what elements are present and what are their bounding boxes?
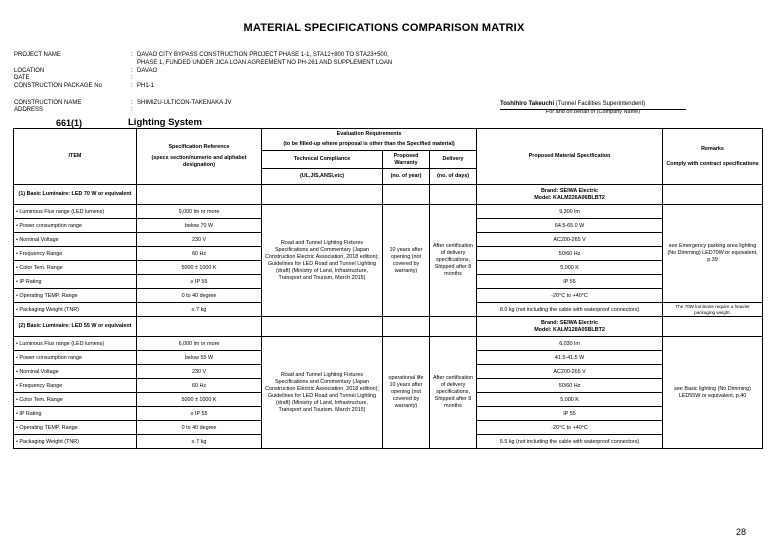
spec-cell: ≤ 7 kg: [137, 303, 262, 317]
proposed-cell: 41.5-41.5 W: [477, 351, 663, 365]
document-title: MATERIAL SPECIFICATIONS COMPARISON MATRIX: [243, 22, 525, 34]
empty-cell: [430, 317, 477, 337]
proposed-cell: AC200-265 V: [477, 233, 663, 247]
proposed-cell: 5,000 K: [477, 393, 663, 407]
proposed-cell: 6,030 lm: [477, 337, 663, 351]
empty-cell: [663, 317, 763, 337]
spec-cell: below 70 W: [137, 219, 262, 233]
proposed-cell: -20°C to +40°C: [477, 421, 663, 435]
signatory: [500, 101, 645, 107]
proposed-cell: 5,000 K: [477, 261, 663, 275]
spec-cell: 0 to 40 degree: [137, 421, 262, 435]
spec-cell: 0 to 40 degree: [137, 289, 262, 303]
header-remarks: [663, 129, 763, 185]
model: Model: KALM128A05BLBT2: [534, 326, 605, 333]
header-eval: [262, 129, 477, 151]
header-remarks-sub: Comply with contract specifications: [666, 160, 759, 167]
project-name-value-1: DAVAO CITY BYPASS CONSTRUCTION PROJECT PHASE 1-1, STA12+800 TO STA23+500,: [137, 52, 389, 58]
tech-compliance-cell: Road and Tunnel Lighting Fixtures Specifications and Commentary (Japan Construction Electric Association, 2018 edition); Guidelines for LED Road and Tunnel Lighting (draft) (Ministry of Land, Infrastructure, Transport and Tourism, March 2015): [262, 337, 383, 449]
project-name-value-2: PHASE 1, FUNDED UNDER JICA LOAN AGREEMENT NO PH-261 AND SUPPLEMENT LOAN: [137, 60, 393, 66]
group-header-row: [14, 317, 763, 337]
colon: :: [131, 83, 133, 89]
page-number: 28: [735, 527, 746, 537]
package-value: PH1-1: [137, 83, 155, 89]
spec-cell: ≤ 7 kg: [137, 435, 262, 449]
remarks-cell: see Basic lighting (No Dimming) LED55W or equivalent, p.40: [663, 337, 763, 449]
item-cell: • IP Rating: [14, 407, 137, 421]
proposed-cell: 5.5 kg (not including the cable with waterproof connectors): [477, 435, 663, 449]
proposed-cell: -20°C to +40°C: [477, 289, 663, 303]
item-cell: • Frequency Range: [14, 379, 137, 393]
header-spec-ref-title: Specification Reference: [168, 144, 230, 150]
item-cell: • Color Tem. Range: [14, 261, 137, 275]
delivery-cell: After certification of delivery specifications, Shipped after 8 months: [430, 337, 477, 449]
group-header-row: [14, 185, 763, 205]
section-name: Lighting System: [128, 117, 202, 128]
group-title: (1) Basic Luminaire: LED 70 W or equivalent: [14, 185, 137, 205]
remarks-cell: see Emergency parking area lighting (No Dimming) LED70W or equivalent, p.39: [663, 205, 763, 303]
item-cell: • Luminous Flux range (LED lumens): [14, 205, 137, 219]
project-name-label: PROJECT NAME: [14, 52, 61, 58]
header-tech: Technical Compliance: [262, 151, 383, 169]
header-eval-title: Evaluation Requirements: [336, 131, 402, 137]
header-delivery-sub: (no. of days): [430, 169, 477, 185]
spec-cell: below 55 W: [137, 351, 262, 365]
spec-cell: ≥ IP 55: [137, 407, 262, 421]
empty-cell: [383, 317, 430, 337]
header-delivery: Delivery: [430, 151, 477, 169]
item-cell: • Power consumption range: [14, 351, 137, 365]
on-behalf-text: For and on behalf of (Company Name): [545, 109, 641, 115]
section-number: 661(1): [56, 118, 83, 128]
item-cell: • Power consumption range: [14, 219, 137, 233]
item-cell: • Operating TEMP. Range: [14, 289, 137, 303]
spec-cell: 60 Hz: [137, 379, 262, 393]
proposed-cell: 50/60 Hz: [477, 379, 663, 393]
empty-cell: [383, 185, 430, 205]
item-cell: • Packaging Weight (TNR): [14, 435, 137, 449]
signatory-name: Toshihiro Takeuchi: [500, 101, 555, 107]
table-row: [14, 205, 763, 219]
spec-cell: 9,000 lm or more: [137, 205, 262, 219]
header-spec-ref: [137, 129, 262, 185]
header-eval-sub: (to be filled-up where proposal is other than the Specified material): [283, 141, 455, 147]
item-cell: • Packaging Weight (TNR): [14, 303, 137, 317]
header-spec-ref-sub: (specs section/numerio and alphabet designation): [151, 155, 247, 168]
proposed-cell: 50/60 Hz: [477, 247, 663, 261]
construction-name-value: SHIMIZU-ULTICON-TAKENAKA JV: [137, 100, 232, 106]
empty-cell: [663, 185, 763, 205]
colon: :: [131, 68, 133, 74]
proposed-cell: AC200-265 V: [477, 365, 663, 379]
empty-cell: [137, 317, 262, 337]
item-cell: • Operating TEMP. Range: [14, 421, 137, 435]
brand-model: [477, 317, 663, 337]
header-item: ITEM: [14, 129, 137, 185]
item-cell: • Nominal Voltage: [14, 233, 137, 247]
colon: :: [131, 75, 133, 81]
group-title: (2) Basic Luminaire: LED 55 W or equivalent: [14, 317, 137, 337]
spec-cell: 6,000 lm or more: [137, 337, 262, 351]
header-tech-sub: (UL,JIS,ANSI,etc): [262, 169, 383, 185]
proposed-cell: 9,300 lm: [477, 205, 663, 219]
date-label: DATE: [14, 75, 30, 81]
empty-cell: [430, 185, 477, 205]
colon: :: [131, 107, 133, 113]
brand-model: [477, 185, 663, 205]
proposed-cell: IP 55: [477, 407, 663, 421]
table-row: [14, 337, 763, 351]
item-cell: • Frequency Range: [14, 247, 137, 261]
warranty-cell: 10 years after opening (not covered by warranty): [383, 205, 430, 317]
item-cell: • IP Rating: [14, 275, 137, 289]
address-label: ADDRESS: [14, 107, 44, 113]
empty-cell: [262, 317, 383, 337]
spec-cell: 230 V: [137, 233, 262, 247]
warranty-cell: operational life 10 years after opening (not covered by warranty): [383, 337, 430, 449]
brand: Brand: SEIWA Electric: [541, 187, 599, 194]
header-warranty: Proposed Warranty: [383, 151, 430, 169]
spec-cell: 230 V: [137, 365, 262, 379]
signatory-title: (Tunnel Facilities Superintendent): [554, 101, 646, 107]
proposed-cell: 64.5-65.0 W: [477, 219, 663, 233]
location-value: DAVAO: [137, 68, 158, 74]
header-remarks-title: Remarks: [701, 145, 724, 152]
empty-cell: [262, 185, 383, 205]
package-label: CONSTRUCTION PACKAGE No: [14, 83, 102, 89]
colon: :: [131, 52, 133, 58]
header-proposed: Proposed Material Specification: [477, 129, 663, 185]
spec-cell: ≥ IP 55: [137, 275, 262, 289]
brand: Brand: SEIWA Electric: [541, 319, 599, 326]
item-cell: • Nominal Voltage: [14, 365, 137, 379]
tech-compliance-cell: Road and Tunnel Lighting Fixtures Specifications and Commentary (Japan Construction Electric Association, 2018 edition); Guidelines for LED Road and Tunnel Lighting (draft) (Ministry of Land, Infrastructure, Transport and Tourism, March 2015): [262, 205, 383, 317]
spec-cell: 5000 ± 1000 K: [137, 393, 262, 407]
empty-cell: [137, 185, 262, 205]
location-label: LOCATION: [14, 68, 45, 74]
delivery-cell: After certification of delivery specifications, Shipped after 8 months: [430, 205, 477, 317]
spec-cell: 60 Hz: [137, 247, 262, 261]
colon: :: [131, 100, 133, 106]
item-cell: • Luminous Flux range (LED lumens): [14, 337, 137, 351]
remarks-note: The 70W luminaire require a heavier packaging weight.: [663, 303, 763, 317]
header-warranty-sub: (no. of year): [383, 169, 430, 185]
item-cell: • Color Tem. Range: [14, 393, 137, 407]
spec-cell: 5000 ± 1000 K: [137, 261, 262, 275]
comparison-table: [13, 128, 763, 449]
proposed-cell: IP 55: [477, 275, 663, 289]
model: Model: KALM226A06BLBT2: [534, 194, 605, 201]
construction-name-label: CONSTRUCTION NAME: [14, 100, 82, 106]
proposed-cell: 8.0 kg (not including the cable with waterproof connectors): [477, 303, 663, 317]
